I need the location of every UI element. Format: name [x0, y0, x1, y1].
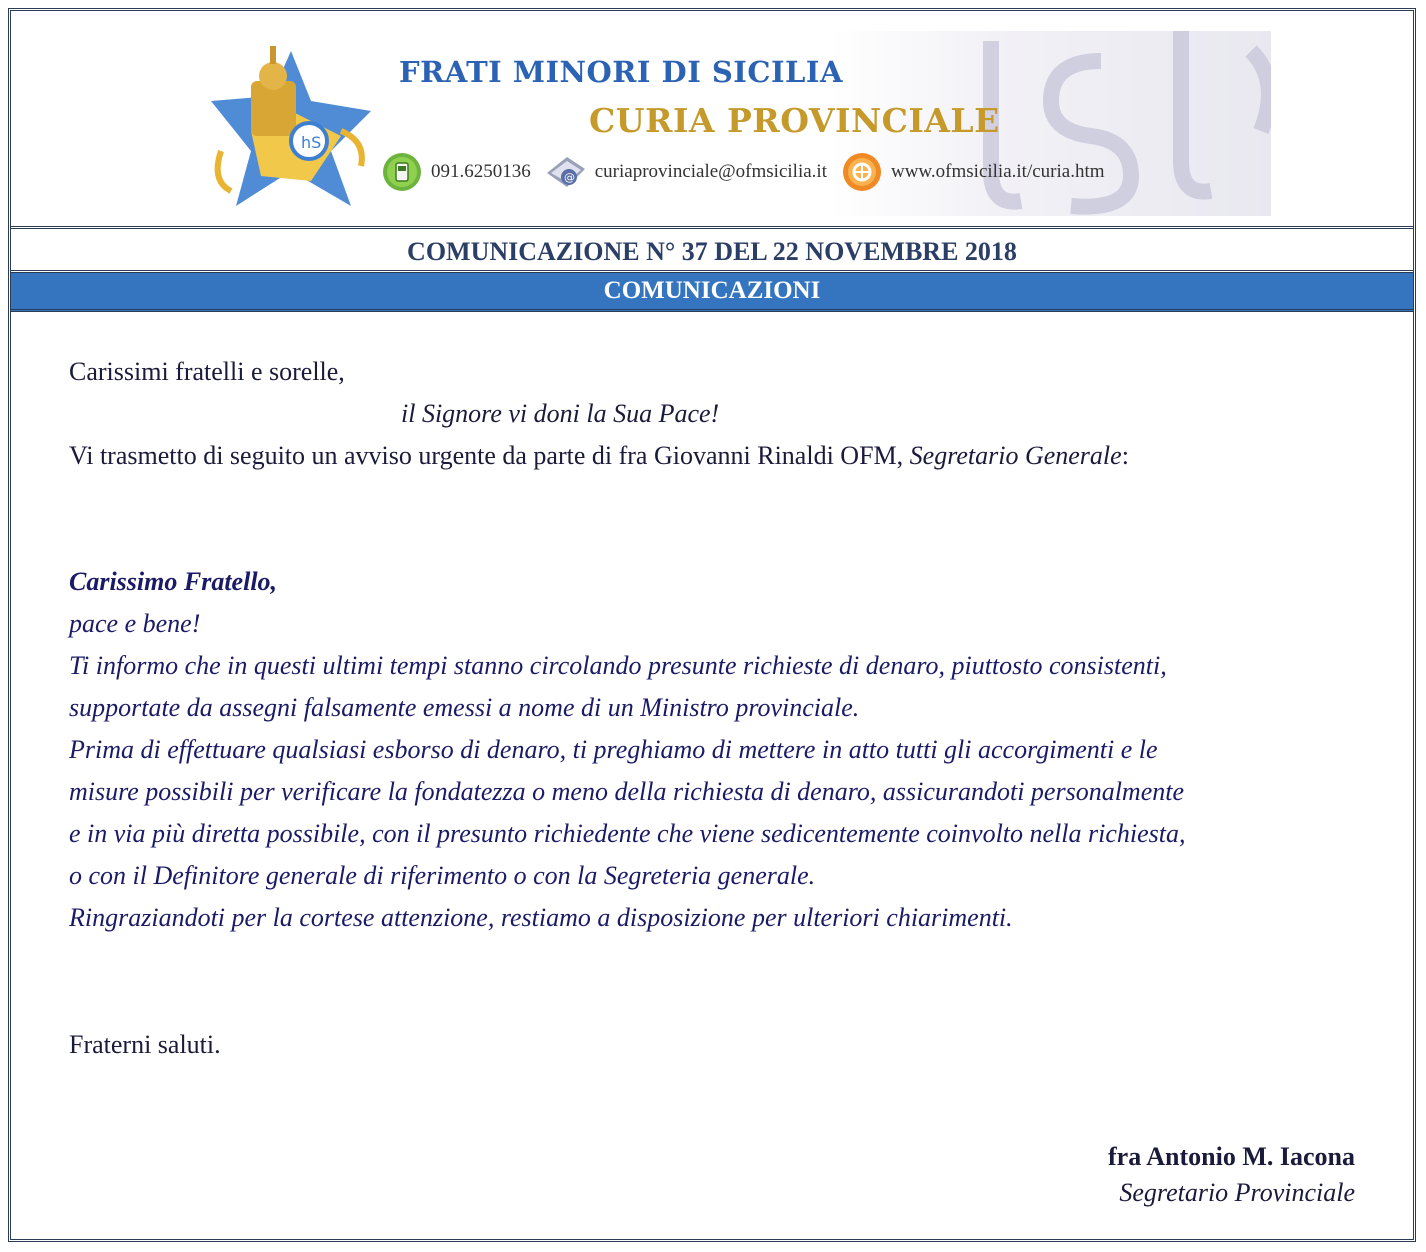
quote-greeting: pace e bene!: [69, 609, 201, 638]
contact-email[interactable]: [545, 151, 827, 193]
header-banner: [171, 31, 1271, 216]
svg-text:@: @: [563, 171, 575, 184]
contact-phone: [381, 151, 531, 193]
contact-website[interactable]: [841, 151, 1105, 193]
email-text[interactable]: curiaprovinciale@ofmsicilia.it: [594, 161, 827, 182]
quote-line: Prima di effettuare qualsiasi esborso di denaro, ti preghiamo di mettere in atto tutti gli accorgimenti e le: [69, 735, 1158, 764]
blessing: il Signore vi doni la Sua Pace!: [401, 399, 720, 428]
document-frame: [8, 8, 1416, 1242]
signature-name: fra Antonio M. Iacona: [1108, 1142, 1355, 1171]
website-text[interactable]: www.ofmsicilia.it/curia.htm: [890, 161, 1105, 182]
salutation: Carissimi fratelli e sorelle,: [69, 357, 345, 386]
quote-line: Ti informo che in questi ultimi tempi stanno circolando presunte richieste di denaro, piuttosto consistenti,: [69, 651, 1167, 680]
document-subject: COMUNICAZIONE N° 37 DEL 22 NOVEMBRE 2018: [11, 229, 1413, 273]
web-icon: [841, 151, 883, 193]
intro-suffix: :: [1121, 441, 1129, 470]
signature-role: Segretario Provinciale: [1119, 1178, 1355, 1207]
quote-line: o con il Definitore generale di riferimento o con la Segreteria generale.: [69, 861, 816, 890]
header-cell: [11, 11, 1413, 229]
intro-paragraph: [69, 435, 1359, 477]
province-logo-icon: [191, 41, 391, 211]
quote-line: e in via più diretta possibile, con il presunto richiedente che viene sedicentemente coinvolto nella richiesta,: [69, 819, 1186, 848]
closing: Fraterni saluti.: [69, 1030, 221, 1059]
header-title-line1: FRATI MINORI DI SICILIA: [399, 55, 843, 89]
header-title-line2: CURIA PROVINCIALE: [589, 101, 1000, 140]
intro-text: Vi trasmetto di seguito un avviso urgente da parte di fra Giovanni Rinaldi OFM,: [69, 441, 910, 470]
letter-body: [69, 351, 1359, 1066]
section-heading: COMUNICAZIONI: [11, 273, 1413, 312]
quote-line: misure possibili per verificare la fondatezza o meno della richiesta di denaro, assicurandoti personalmente: [69, 777, 1185, 806]
phone-text: 091.6250136: [431, 161, 531, 182]
svg-text:hS: hS: [301, 133, 322, 152]
intro-role: Segretario Generale: [909, 441, 1122, 470]
contact-row: [381, 147, 1119, 197]
quote-line: supportate da assegni falsamente emessi a nome di un Ministro provinciale.: [69, 693, 860, 722]
signature-block: [1108, 1139, 1355, 1211]
phone-icon: [381, 151, 423, 193]
quote-opening: Carissimo Fratello,: [69, 567, 278, 596]
email-icon: [545, 151, 587, 193]
quote-line: Ringraziandoti per la cortese attenzione, restiamo a disposizione per ulteriori chiarimenti.: [69, 903, 1013, 932]
